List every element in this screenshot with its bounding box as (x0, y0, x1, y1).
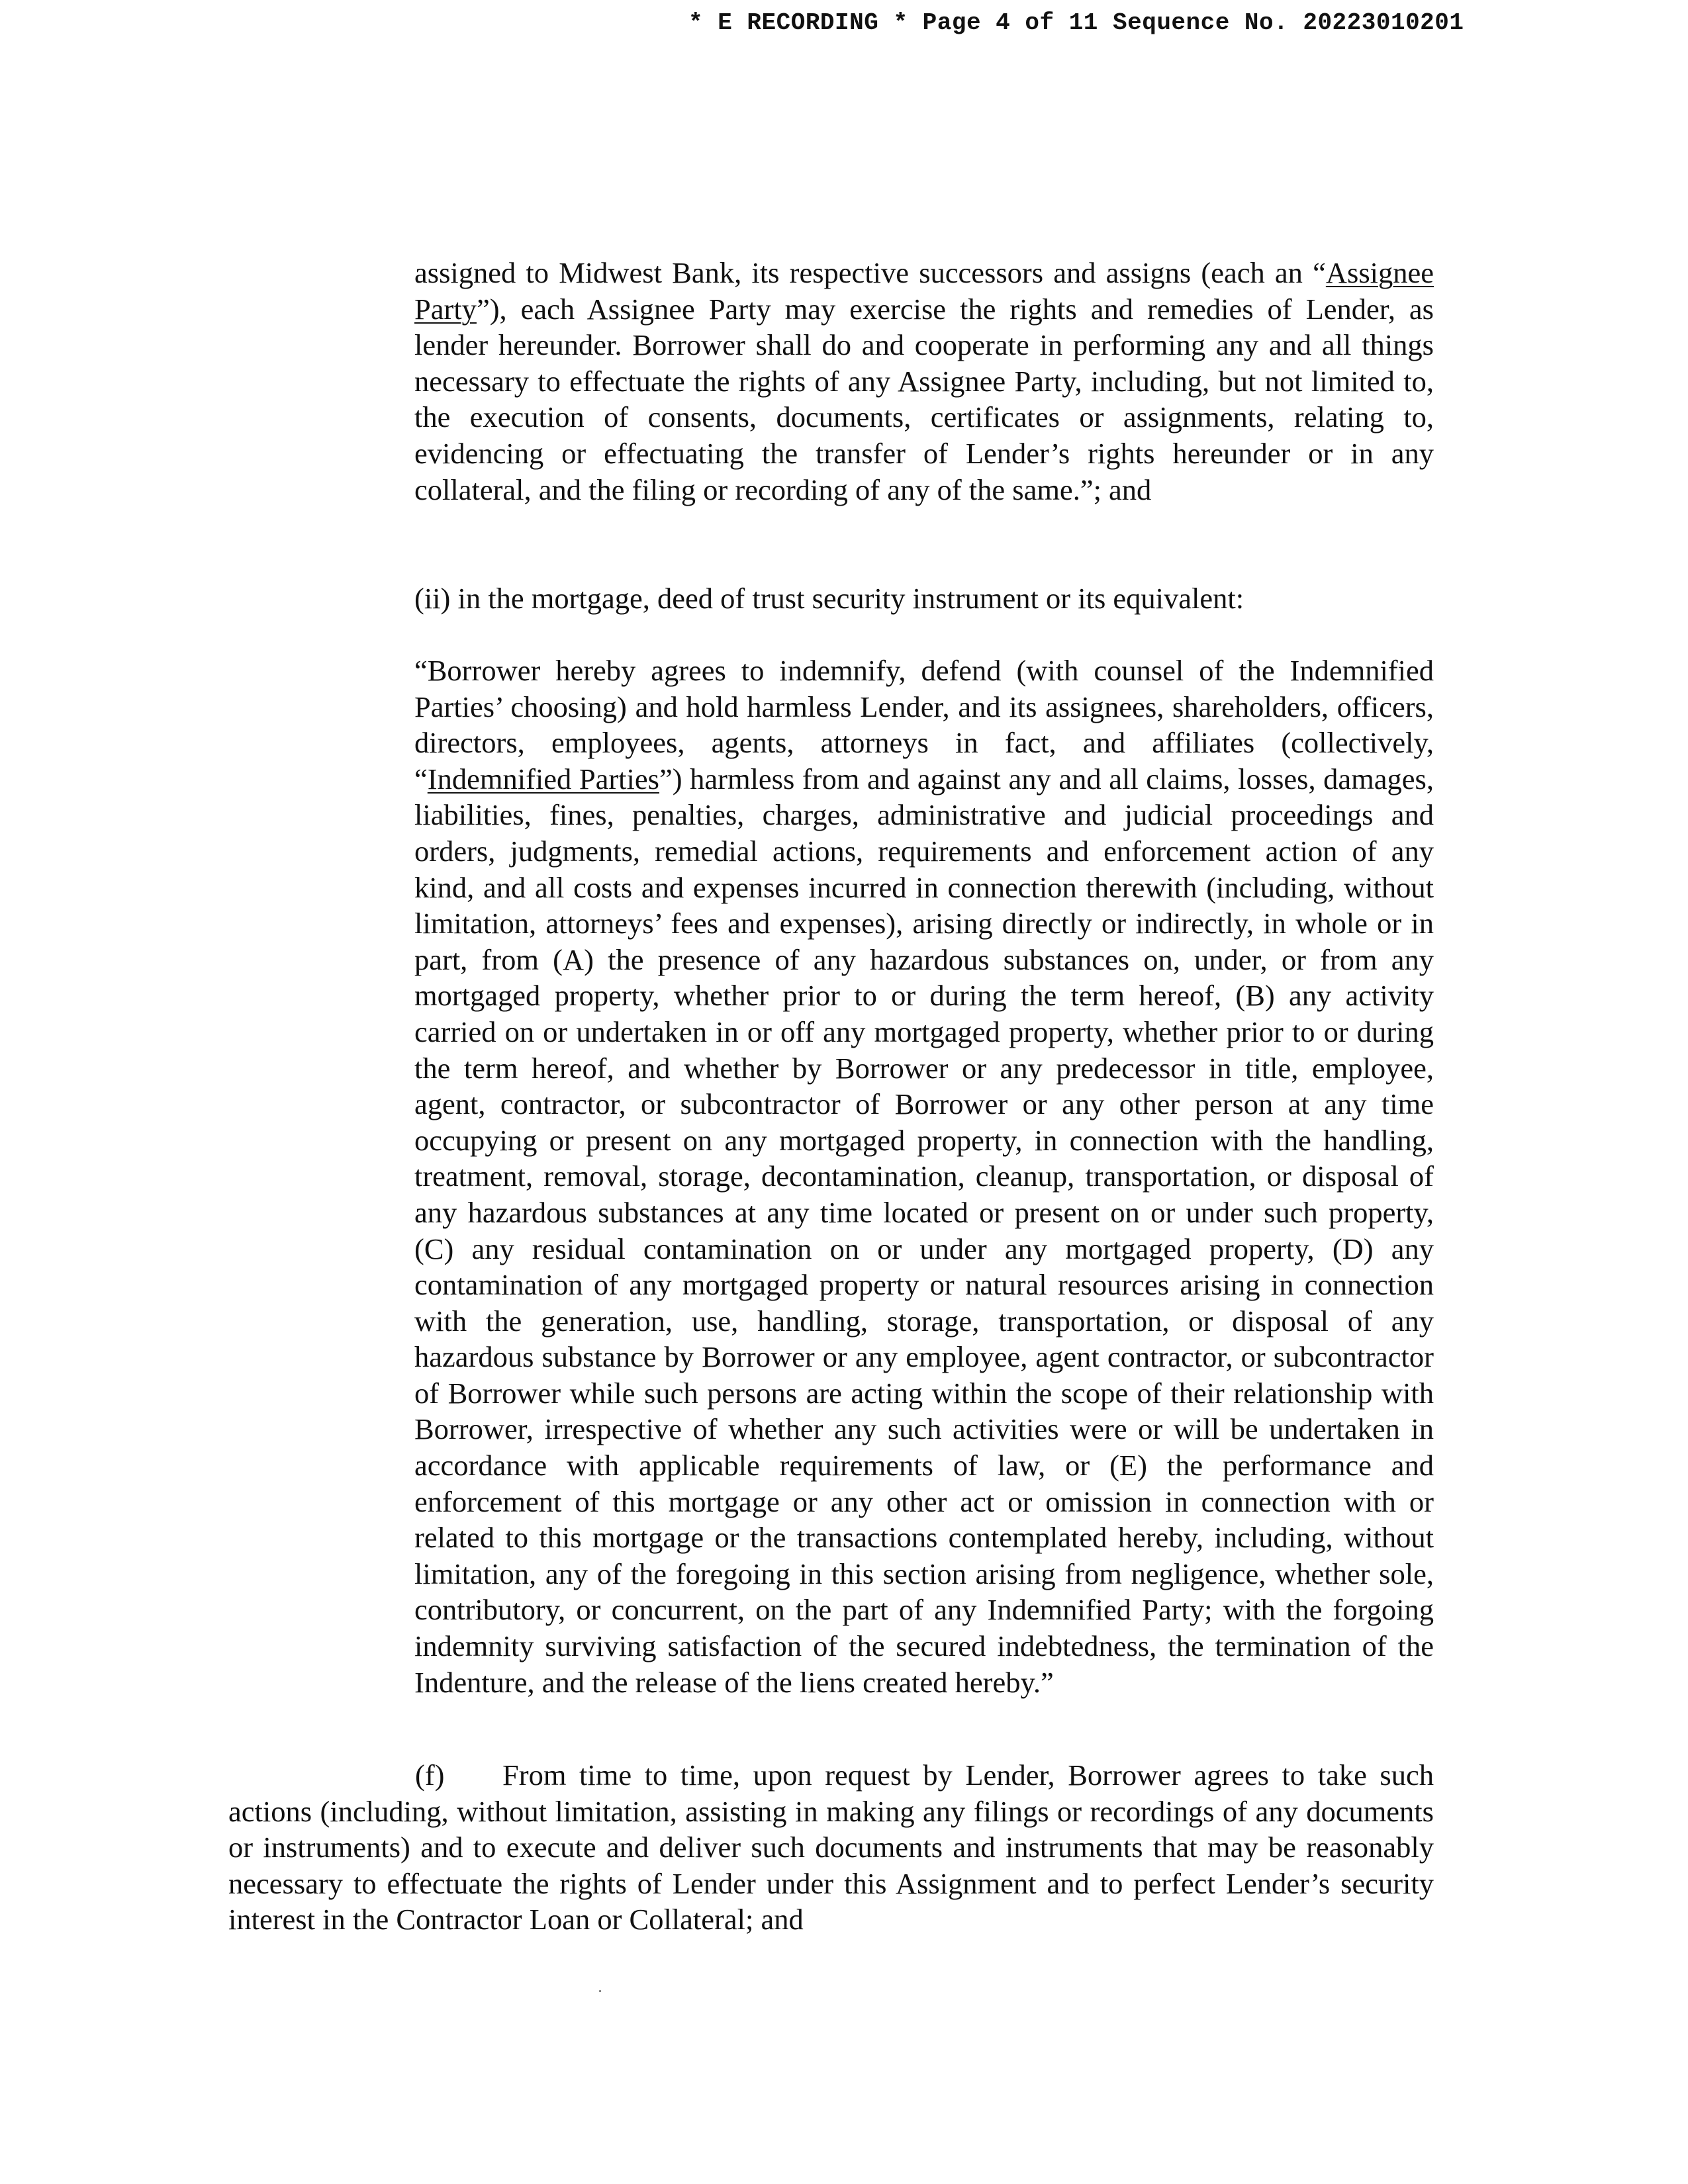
quote-text-end: ”) harmless from and against any and all claims, losses, damages, liabilities, fines, penalties, charges, administrative and judicial proceedings and orders, judgments, remedial actions, requirements and enforcement action of any kind, and all costs and expenses incurred in connection therewith (including, without limitation, attorneys’ fees and expenses), arising directly or indirectly, in whole or in part, from (A) the presence of any hazardous substances on, under, or from any mortgaged property, whether prior to or during the term hereof, (B) any activity carried on or undertaken in or off any mortgaged property, whether prior to or during the term hereof, and whether by Borrower or any predecessor in title, employee, agent, contractor, or subcontractor of Borrower or any other person at any time occupying or present on any mortgaged property, in connection with the handling, treatment, removal, storage, decontamination, cleanup, transportation, or disposal of any hazardous substances at any time located or present on or under such property, (C) any residual contamination on or under any mortgaged property, (D) any contamination of any mortgaged property or natural resources arising in connection with the generation, use, handling, storage, transportation, or disposal of any hazardous substance by Borrower or any employee, agent contractor, or subcontractor of Borrower while such persons are acting within the scope of their relationship with Borrower, irrespective of whether any such activities were or will be undertaken in accordance with applicable requirements of law, or (E) the performance and enforcement of this mortgage or any other act or omission in connection with or related to this mortgage or the transactions contemplated hereby, including, without limitation, any of the foregoing in this section arising from negligence, whether sole, contributory, or concurrent, on the part of any Indemnified Party; with the forgoing indemnity surviving satisfaction of the secured indebtedness, the termination of the Indenture, and the release of the liens created hereby.” (414, 762, 1434, 1699)
paragraph-f-label: (f) (415, 1758, 445, 1792)
indemnified-parties-defined-term: Indemnified Parties (427, 762, 659, 796)
quote-text-start: “Borrower hereby agrees to indemnify, defend (with counsel of the Indemnified Parties’ choosing) and hold harmless Lender, and its assignees, shareholders, officers, directors, employees, agents, attorneys in fact, and affiliates (collectively, “ (414, 654, 1434, 796)
continued-paragraph-text-end: ”), each Assignee Party may exercise the rights and remedies of Lender, as lender hereunder. Borrower shall do and cooperate in performing any and all things necessary to effectuate the rights of any Assignee Party, including, but not limited to, the execution of consents, documents, certificates or assignments, relating to, evidencing or effectuating the transfer of Lender’s rights hereunder or in any collateral, and the filing or recording of any of the same.”; and (414, 292, 1434, 506)
paragraph-f-text: From time to time, upon request by Lender, Borrower agrees to take such actions (including, without limitation, assisting in making any filings or recordings of any documents or instruments) and to execute and deliver such documents and instruments that may be reasonably necessary to effectuate the rights of Lender under this Assignment and to perfect Lender’s security interest in the Contractor Loan or Collateral; and (228, 1758, 1434, 1936)
indemnity-quote-block (414, 653, 1434, 1700)
paragraph-f (228, 1757, 1434, 1938)
continued-paragraph-text-start: assigned to Midwest Bank, its respective successors and assigns (each an “ (414, 256, 1326, 289)
recording-header: * E RECORDING * Page 4 of 11 Sequence No. 20223010201 (688, 9, 1464, 36)
scan-speck (599, 1990, 601, 1992)
continued-paragraph (414, 255, 1434, 508)
assignee-party-defined-term: Assignee Party (414, 256, 1434, 326)
item-ii-heading: (ii) in the mortgage, deed of trust security instrument or its equivalent: (414, 582, 1244, 615)
